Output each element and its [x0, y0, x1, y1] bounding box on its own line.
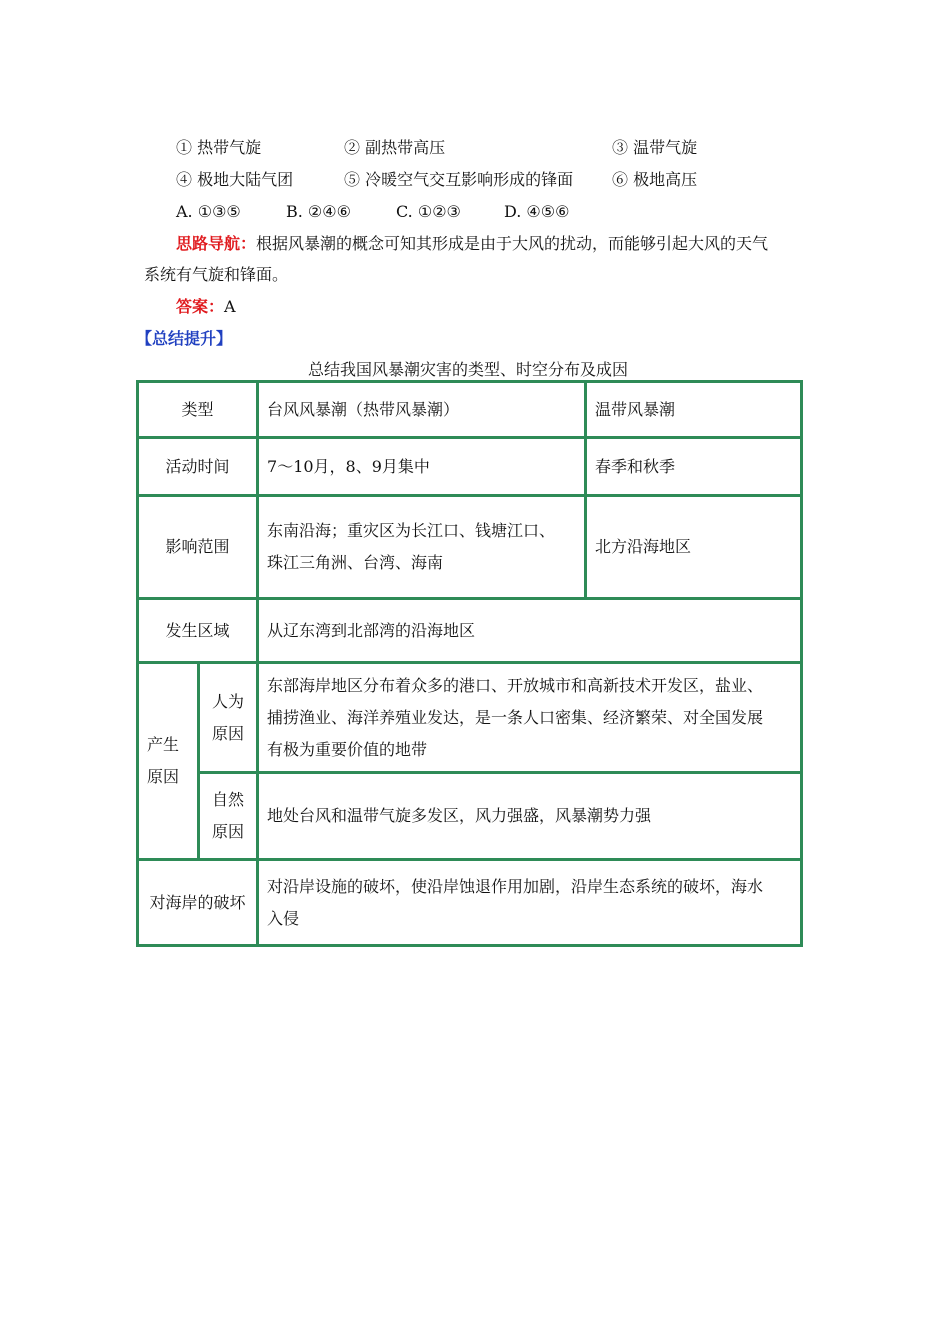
time-typhoon: 7～10月，8、9月集中 — [258, 438, 586, 496]
human-label-line-2: 原因 — [212, 723, 245, 743]
cause-label-line-1: 产生 — [147, 735, 180, 754]
human-cause-line-1: 东部海岸地区分布着众多的港口、开放城市和高新技术开发区，盐业、 — [267, 675, 764, 695]
table-row-area — [138, 599, 802, 663]
type-temperate: 温带风暴潮 — [586, 382, 802, 438]
choice-a: A. ①③⑤ — [176, 202, 241, 221]
human-cause — [258, 663, 802, 773]
summary-heading: 【总结提升】 — [136, 329, 233, 348]
option-4: ④ 极地大陆气团 — [176, 170, 294, 189]
answer-label: 答案： — [176, 297, 225, 316]
natural-label-line-1: 自然 — [212, 790, 245, 809]
human-label — [199, 663, 258, 773]
damage-line-2: 入侵 — [267, 908, 300, 928]
natural-label-line-2: 原因 — [212, 822, 245, 841]
range-typhoon-line-1: 东南沿海；重灾区为长江口、钱塘江口、 — [267, 521, 556, 540]
type-label: 类型 — [138, 382, 258, 438]
choice-b: B. ②④⑥ — [286, 202, 351, 221]
hint-line-1 — [176, 233, 768, 255]
summary-table — [136, 380, 803, 947]
human-label-line-1: 人为 — [212, 691, 245, 711]
time-temperate: 春季和秋季 — [586, 438, 802, 496]
range-temperate: 北方沿海地区 — [586, 496, 802, 599]
cause-label-line-2: 原因 — [147, 767, 180, 786]
option-6: ⑥ 极地高压 — [612, 170, 698, 189]
area-value: 从辽东湾到北部湾的沿海地区 — [258, 599, 802, 663]
table-row-time — [138, 438, 802, 496]
table-row-human-cause — [138, 663, 802, 773]
natural-label — [199, 773, 258, 860]
table-row-range — [138, 496, 802, 599]
human-cause-line-2: 捕捞渔业、海洋养殖业发达，是一条人口密集、经济繁荣、对全国发展 — [267, 707, 764, 727]
cause-label — [138, 663, 199, 860]
hint-line-2: 系统有气旋和锋面。 — [144, 265, 289, 284]
option-1: ① 热带气旋 — [176, 138, 262, 157]
choice-c: C. ①②③ — [396, 202, 461, 221]
time-label: 活动时间 — [138, 438, 258, 496]
table-row-natural-cause — [138, 773, 802, 860]
option-3: ③ 温带气旋 — [612, 138, 698, 157]
option-5: ⑤ 冷暖空气交互影响形成的锋面 — [344, 170, 574, 189]
damage-label: 对海岸的破坏 — [138, 860, 258, 946]
table-row-damage — [138, 860, 802, 946]
option-2: ② 副热带高压 — [344, 138, 446, 157]
damage-value — [258, 860, 802, 946]
table-row-type — [138, 382, 802, 438]
range-typhoon — [258, 496, 586, 599]
area-label: 发生区域 — [138, 599, 258, 663]
hint-label: 思路导航： — [176, 234, 257, 253]
choice-d: D. ④⑤⑥ — [504, 202, 570, 221]
range-typhoon-line-2: 珠江三角洲、台湾、海南 — [267, 553, 444, 572]
answer-value: A — [224, 297, 236, 316]
table-title: 总结我国风暴潮灾害的类型、时空分布及成因 — [307, 360, 628, 379]
natural-cause: 地处台风和温带气旋多发区，风力强盛，风暴潮势力强 — [258, 773, 802, 860]
hint-text-1: 根据风暴潮的概念可知其形成是由于大风的扰动，而能够引起大风的天气 — [256, 234, 769, 253]
answer-line — [176, 296, 236, 318]
type-typhoon: 台风风暴潮（热带风暴潮） — [258, 382, 586, 438]
range-label: 影响范围 — [138, 496, 258, 599]
human-cause-line-3: 有极为重要价值的地带 — [267, 739, 428, 759]
damage-line-1: 对沿岸设施的破坏，使沿岸蚀退作用加剧，沿岸生态系统的破坏，海水 — [267, 876, 764, 896]
